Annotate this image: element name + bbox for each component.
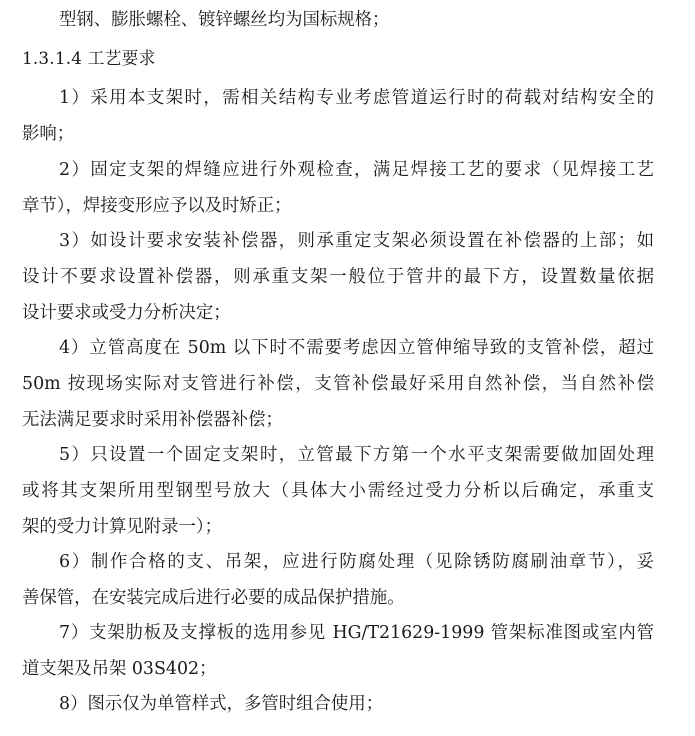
item-3-line-2: 设计不要求设置补偿器，则承重支架一般位于管井的最下方，设置数量依据 [22, 267, 654, 287]
item-1-line-2: 影响； [22, 124, 75, 144]
item-6-line-2: 善保管，在安装完成后进行必要的成品保护措施。 [22, 588, 405, 608]
item-4-line-3: 无法满足要求时采用补偿器补偿； [22, 410, 283, 430]
item-4-line-1: 4）立管高度在 50m 以下时不需要考虑因立管伸缩导致的支管补偿，超过 [59, 338, 654, 358]
item-5-line-1: 5）只设置一个固定支架时，立管最下方第一个水平支架需要做加固处理 [59, 445, 654, 465]
item-7-line-1: 7）支架肋板及支撑板的选用参见 HG/T21629-1999 管架标准图或室内管 [59, 623, 654, 643]
item-5-line-2: 或将其支架所用型钢型号放大（具体大小需经过受力分析以后确定，承重支 [22, 481, 654, 501]
item-1-line-1: 1）采用本支架时，需相关结构专业考虑管道运行时的荷载对结构安全的 [59, 88, 654, 108]
item-3-line-1: 3）如设计要求安装补偿器，则承重定支架必须设置在补偿器的上部；如 [59, 231, 654, 251]
item-4-line-2: 50m 按现场实际对支管进行补偿，支管补偿最好采用自然补偿，当自然补偿 [22, 374, 654, 394]
item-5-line-3: 架的受力计算见附录一）； [22, 517, 222, 537]
item-2-line-1: 2）固定支架的焊缝应进行外观检查，满足焊接工艺的要求（见焊接工艺 [59, 160, 654, 180]
item-8-line-1: 8）图示仅为单管样式，多管时组合使用； [59, 694, 384, 714]
item-3-line-3: 设计要求或受力分析决定； [22, 303, 231, 323]
item-6-line-1: 6）制作合格的支、吊架，应进行防腐处理（见除锈防腐刷油章节），妥 [59, 552, 654, 572]
item-2-line-2: 章节），焊接变形应予以及时矫正； [22, 196, 292, 216]
section-heading: 1.3.1.4 工艺要求 [22, 48, 156, 68]
item-7-line-2: 道支架及吊架 03S402； [22, 659, 217, 679]
continuation-line: 型钢、膨胀螺栓、镀锌螺丝均为国标规格； [59, 10, 390, 30]
